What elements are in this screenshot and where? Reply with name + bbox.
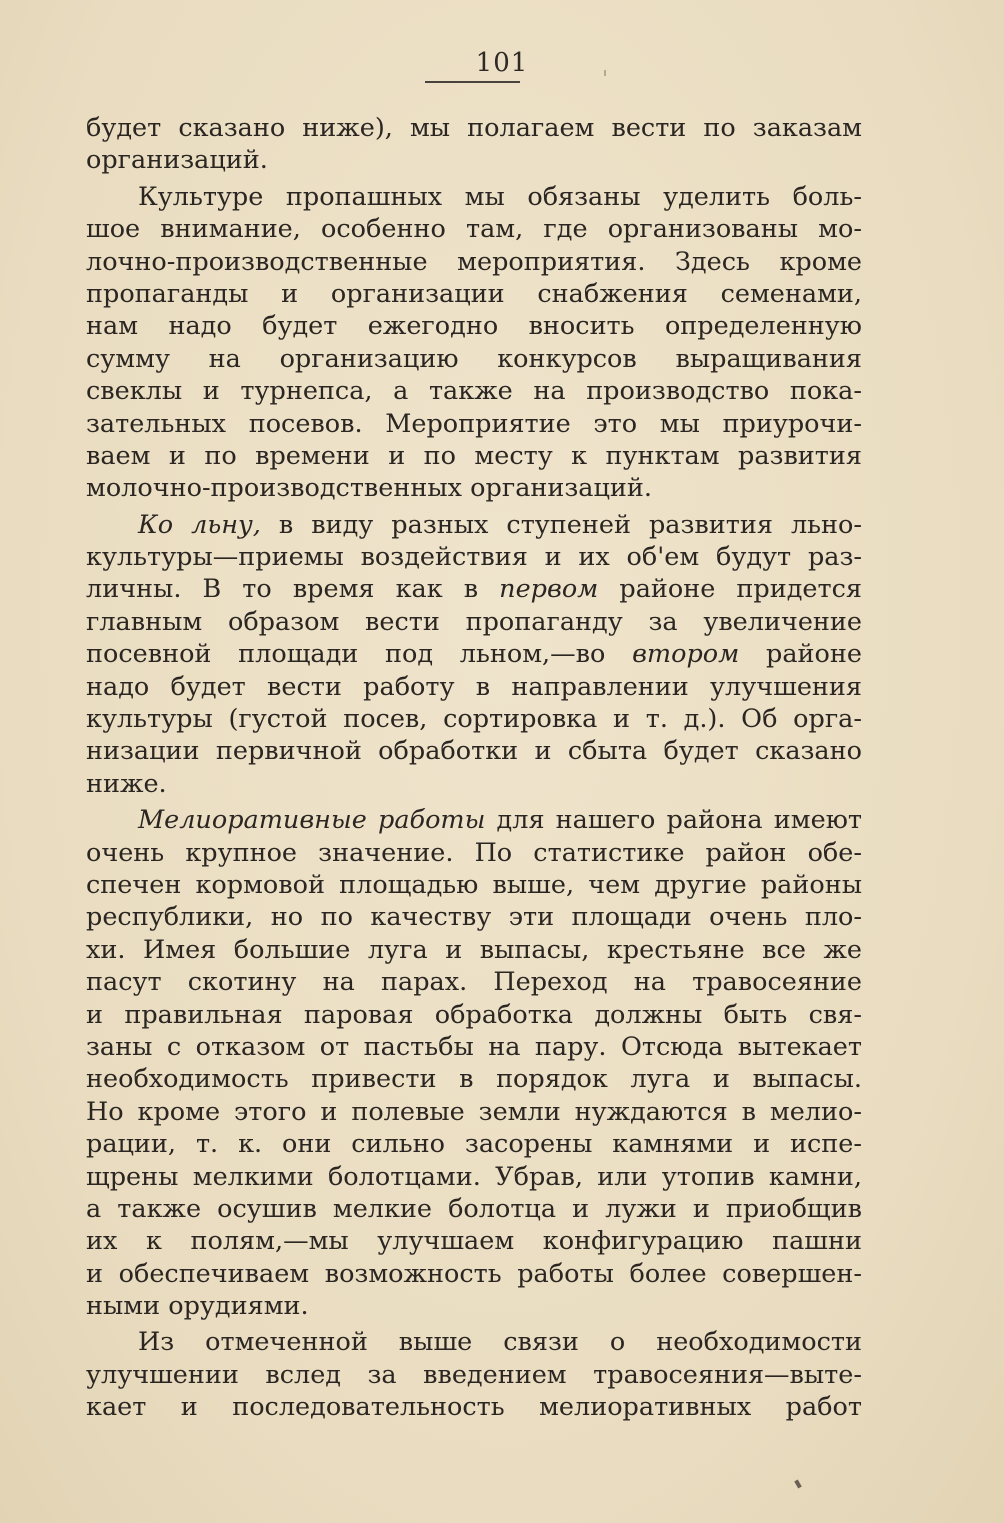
italic-term: первом bbox=[499, 574, 599, 605]
text-line bbox=[86, 966, 862, 998]
text-segment: и правильная паровая обработка должны быть свя- bbox=[86, 999, 862, 1030]
text-segment: хи. Имея большие луга и выпасы, крестьяне все же bbox=[86, 934, 862, 965]
text-segment: культуры (густой посев, сортировка и т. д.). Об орга- bbox=[86, 704, 862, 735]
italic-term: Мелиоративные работы bbox=[138, 805, 486, 836]
text-segment: и обеспечиваем возможность работы более совершен- bbox=[86, 1258, 862, 1289]
text-segment: необходимость привести в порядок луга и выпасы. bbox=[86, 1064, 862, 1095]
italic-term: Ко льну, bbox=[138, 509, 261, 540]
text-segment: ниже. bbox=[86, 768, 167, 799]
text-segment: районе bbox=[739, 639, 862, 670]
text-line bbox=[86, 837, 862, 869]
text-line bbox=[86, 213, 862, 245]
text-line bbox=[86, 1031, 862, 1063]
text-segment: для нашего района имеют bbox=[485, 805, 862, 836]
italic-term: втором bbox=[632, 639, 740, 670]
text-segment: районе придется bbox=[598, 574, 862, 605]
text-segment: свеклы и турнепса, а также на производство пока- bbox=[86, 376, 862, 407]
text-line bbox=[86, 735, 862, 767]
text-line bbox=[86, 310, 862, 342]
text-line bbox=[86, 999, 862, 1031]
header-rule bbox=[425, 81, 520, 83]
text-segment: нам надо будет ежегодно вносить определенную bbox=[86, 311, 862, 342]
text-segment: Из отмеченной выше связи о необходимости bbox=[138, 1327, 862, 1358]
text-segment: низации первичной обработки и сбыта будет сказано bbox=[86, 736, 862, 767]
text-segment: в виду разных ступеней развития льно- bbox=[260, 509, 862, 540]
text-segment: организаций. bbox=[86, 145, 268, 176]
text-segment: шое внимание, особенно там, где организованы мо- bbox=[86, 214, 862, 245]
text-line bbox=[86, 638, 862, 670]
text-segment: очень крупное значение. По статистике район обе- bbox=[86, 837, 862, 868]
text-segment: ными орудиями. bbox=[86, 1291, 309, 1322]
text-line bbox=[86, 804, 862, 836]
text-line bbox=[86, 606, 862, 638]
text-line bbox=[86, 440, 862, 472]
text-line bbox=[86, 869, 862, 901]
text-segment: а также осушив мелкие болотца и лужи и приобщив bbox=[86, 1193, 862, 1224]
text-line bbox=[86, 1290, 862, 1322]
text-line bbox=[86, 1225, 862, 1257]
text-line bbox=[86, 1258, 862, 1290]
text-segment: рации, т. к. они сильно засорены камнями и испе- bbox=[86, 1129, 862, 1160]
text-line bbox=[86, 671, 862, 703]
text-line bbox=[86, 472, 862, 504]
text-segment: молочно-производственных организаций. bbox=[86, 473, 652, 504]
text-line bbox=[86, 768, 862, 800]
text-segment: кает и последовательность мелиоративных работ bbox=[86, 1392, 862, 1423]
text-segment: личны. В то время как в bbox=[86, 574, 500, 605]
text-line bbox=[86, 408, 862, 440]
text-line bbox=[86, 375, 862, 407]
body-text bbox=[86, 112, 862, 1424]
text-segment: ваем и по времени и по месту к пунктам развития bbox=[86, 440, 862, 471]
text-line bbox=[86, 901, 862, 933]
text-line bbox=[86, 1391, 862, 1423]
text-line bbox=[86, 573, 862, 605]
text-line bbox=[86, 144, 862, 176]
text-segment: Культуре пропашных мы обязаны уделить боль- bbox=[138, 181, 862, 212]
text-line bbox=[86, 1326, 862, 1358]
text-segment: главным образом вести пропаганду за увеличение bbox=[86, 606, 862, 637]
page-number: 101 bbox=[475, 48, 529, 78]
text-segment: надо будет вести работу в направлении улучшения bbox=[86, 671, 862, 702]
text-segment: пропаганды и организации снабжения семенами, bbox=[86, 278, 862, 309]
text-line bbox=[86, 509, 862, 541]
text-segment: посевной площади под льном,—во bbox=[86, 639, 633, 670]
ink-mark bbox=[794, 1480, 801, 1489]
text-segment: заны с отказом от пастьбы на пару. Отсюда вытекает bbox=[86, 1031, 862, 1062]
text-line bbox=[86, 1193, 862, 1225]
text-segment: Но кроме этого и полевые земли нуждаются в мелио- bbox=[86, 1096, 862, 1127]
text-line bbox=[86, 541, 862, 573]
text-segment: культуры—приемы воздействия и их об'ем будут раз- bbox=[86, 542, 862, 573]
text-line bbox=[86, 278, 862, 310]
text-line bbox=[86, 246, 862, 278]
text-line bbox=[86, 934, 862, 966]
text-line bbox=[86, 1359, 862, 1391]
text-line bbox=[86, 343, 862, 375]
text-segment: спечен кормовой площадью выше, чем другие районы bbox=[86, 869, 862, 900]
text-segment: пасут скотину на парах. Переход на травосеяние bbox=[86, 967, 862, 998]
text-segment: будет сказано ниже), мы полагаем вести по заказам bbox=[86, 113, 862, 143]
text-line bbox=[86, 112, 862, 144]
text-line bbox=[86, 1063, 862, 1095]
text-line bbox=[86, 181, 862, 213]
text-segment: лочно-производственные мероприятия. Здесь кроме bbox=[86, 246, 862, 277]
text-line bbox=[86, 703, 862, 735]
text-segment: их к полям,—мы улучшаем конфигурацию пашни bbox=[86, 1226, 862, 1257]
text-line bbox=[86, 1096, 862, 1128]
text-segment: зательных посевов. Мероприятие это мы приурочи- bbox=[86, 408, 862, 439]
text-segment: улучшении вслед за введением травосеяния—выте- bbox=[86, 1359, 862, 1390]
text-line bbox=[86, 1161, 862, 1193]
text-segment: сумму на организацию конкурсов выращивания bbox=[86, 343, 862, 374]
text-line bbox=[86, 1128, 862, 1160]
text-segment: щрены мелкими болотцами. Убрав, или утопив камни, bbox=[86, 1161, 862, 1192]
text-segment: республики, но по качеству эти площади очень пло- bbox=[86, 902, 862, 933]
